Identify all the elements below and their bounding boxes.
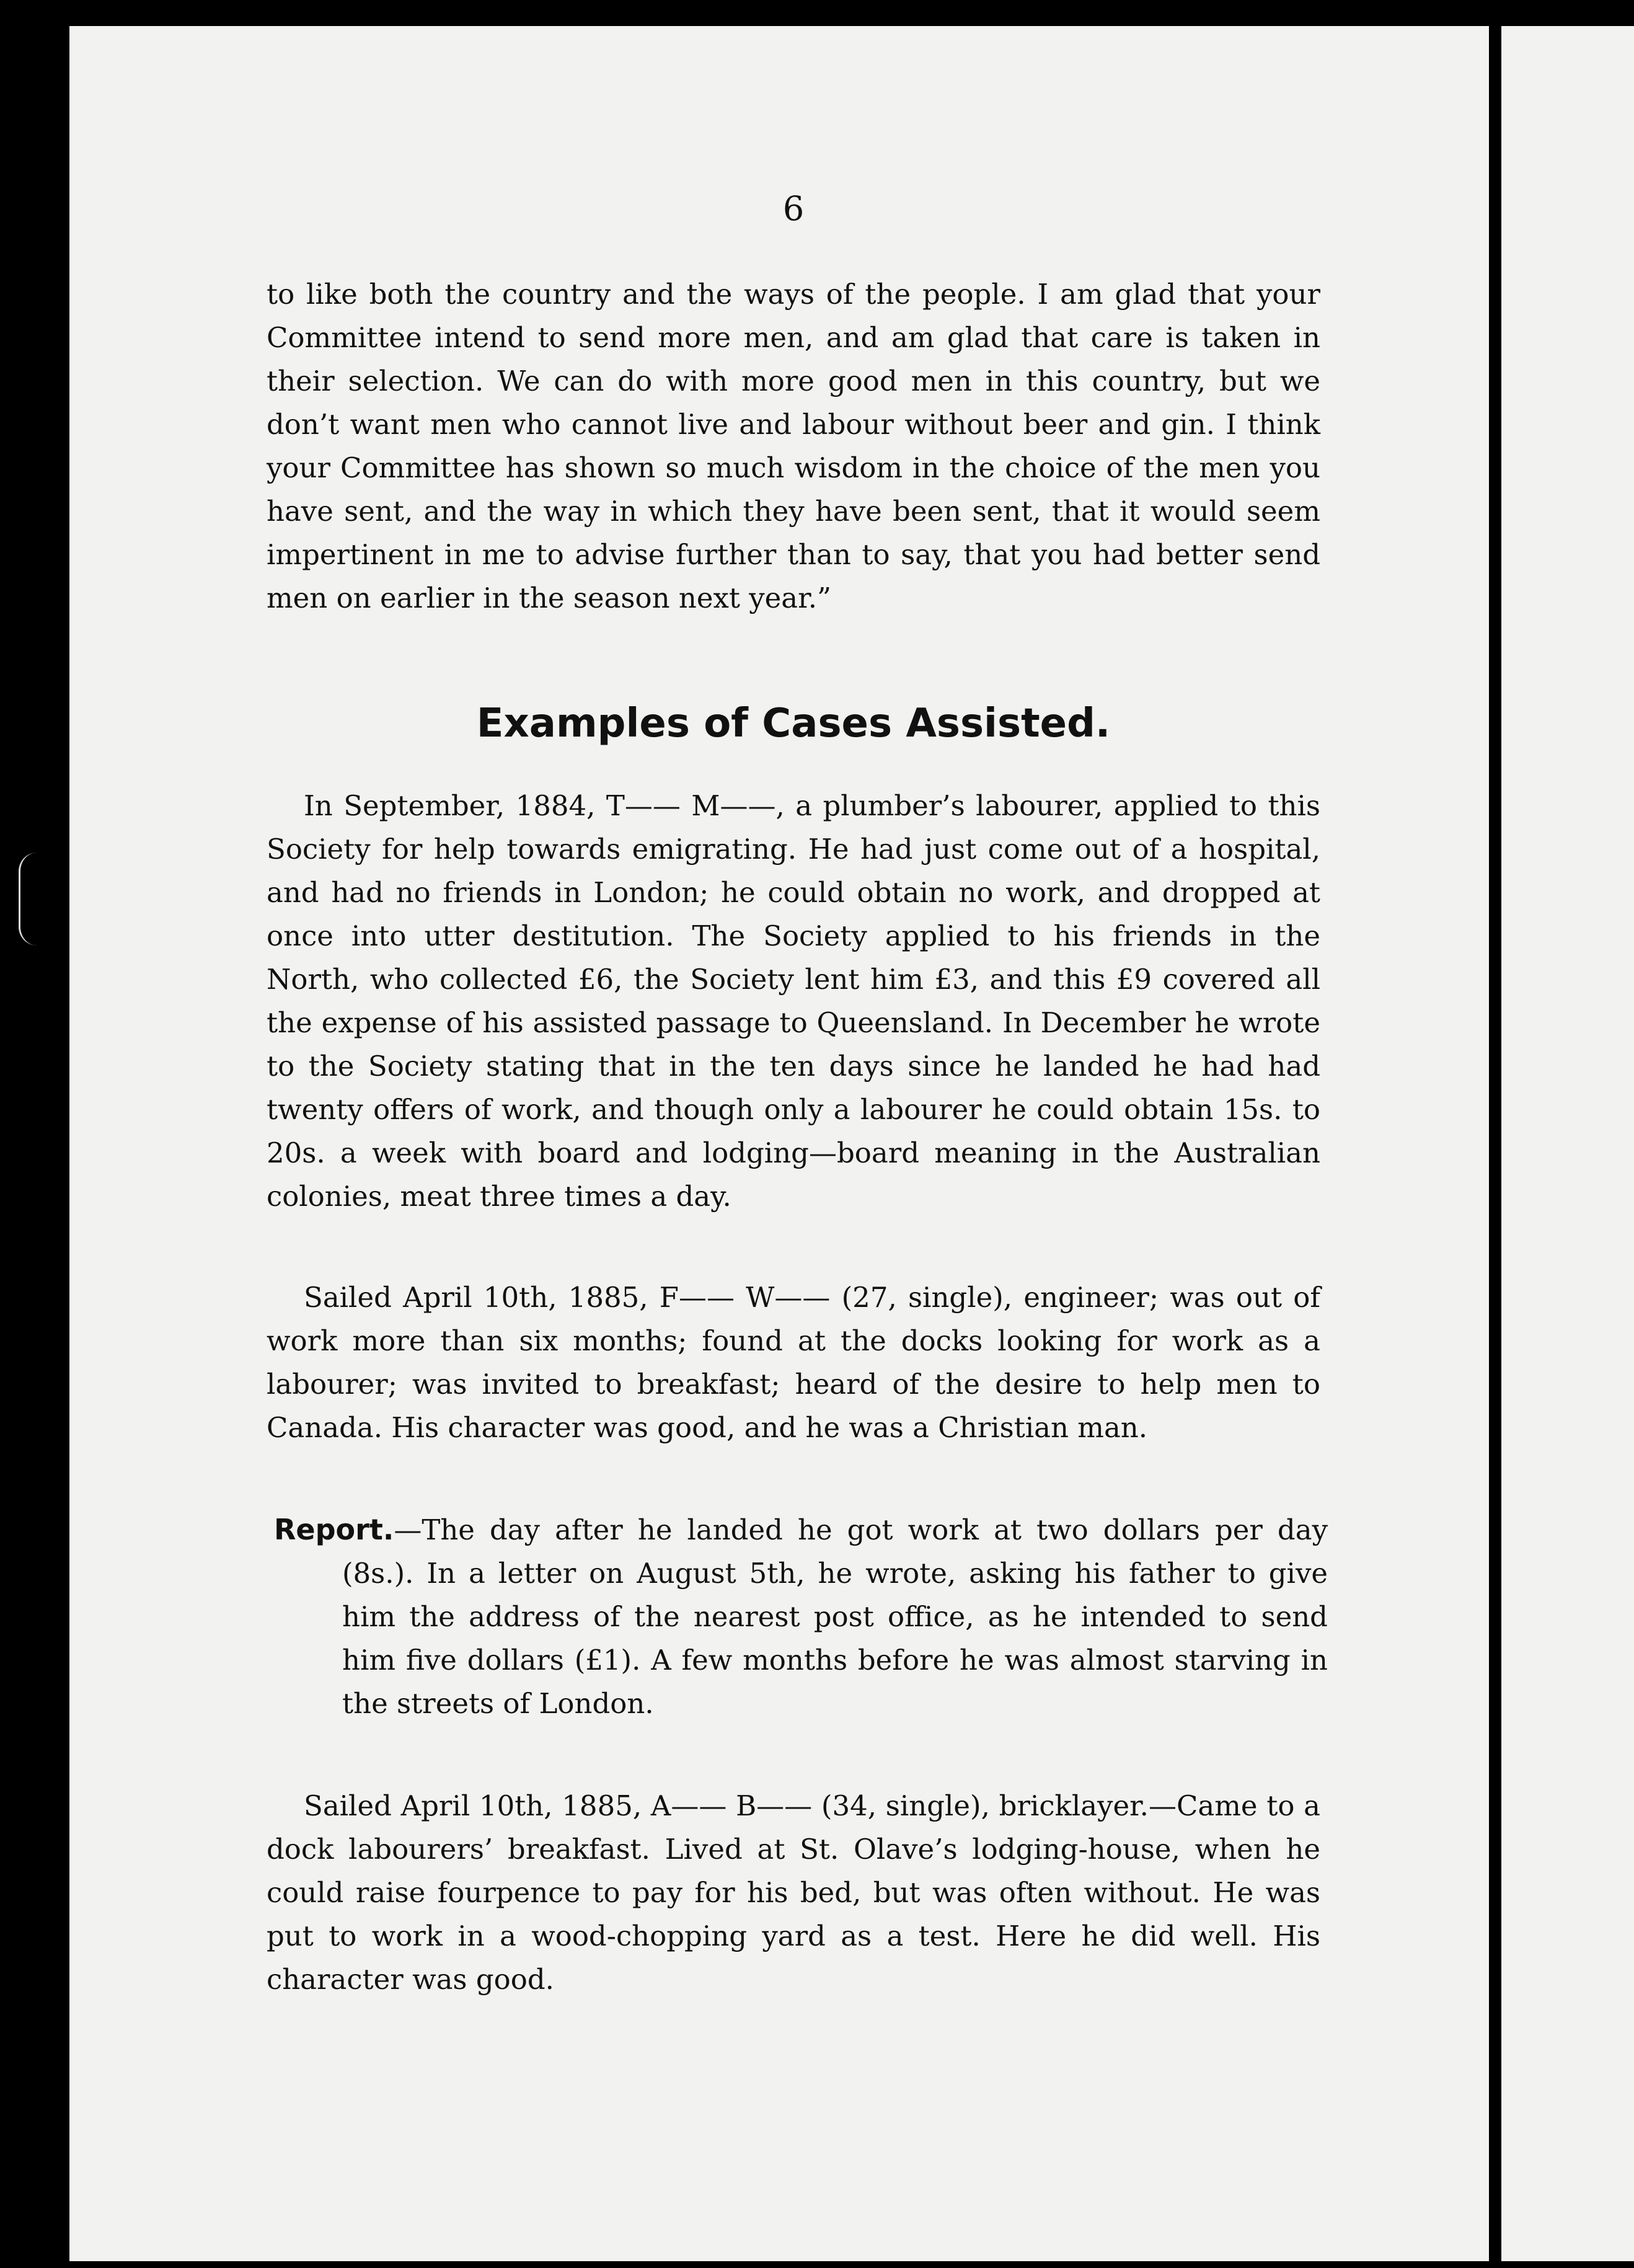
case-3-block: [267, 1784, 1320, 2001]
section-heading: Examples of Cases Assisted.: [476, 701, 1111, 746]
letter-paragraph: to like both the country and the ways of the people. I am glad that your Committee intend to send more men, and am glad that care is taken in their selection. We can do with more good men in this country, but we don’t want men who cannot live and labour without beer and gin. I think your Committee has shown so much wisdom in the choice of the men you have sent, and the way in which they have been sent, that it would seem impertinent in me to advise further than to say, that you had better send men on earlier in the season next year.”: [267, 278, 1320, 614]
case-1-block: [267, 784, 1320, 1218]
report-block: [274, 1508, 1328, 1725]
report-text: —The day after he landed he got work at two dollars per day (8s.). In a letter on August 5th, he wrote, asking his father to give him the address of the nearest post office, as he intended to send him five dollars (£1). A few months before he was almost starving in the streets of London.: [342, 1513, 1328, 1720]
margin-bracket-mark: [19, 853, 39, 946]
page-number: 6: [782, 189, 805, 228]
page-gutter: [1489, 26, 1501, 2261]
adjacent-page-edge: [1501, 26, 1634, 2261]
case-2-paragraph: Sailed April 10th, 1885, F—— W—— (27, single), engineer; was out of work more than six months; found at the docks looking for work as a labourer; was invited to breakfast; heard of the desire to help men to Canada. His character was good, and he was a Christian man.: [267, 1281, 1320, 1444]
case-2-block: [267, 1276, 1320, 1450]
case-1-paragraph: In September, 1884, T—— M——, a plumber’s labourer, applied to this Society for help towards emigrating. He had just come out of a hospital, and had no friends in London; he could obtain no work, and dropped at once into utter destitution. The Society applied to his friends in the North, who collected £6, the Society lent him £3, and this £9 covered all the expense of his assisted passage to Queensland. In December he wrote to the Society stating that in the ten days since he landed he had had twenty offers of work, and though only a labourer he could obtain 15s. to 20s. a week with board and lodging—board meaning in the Australian colonies, meat three times a day.: [267, 789, 1320, 1213]
report-label: Report.: [274, 1513, 394, 1546]
letter-continuation: [267, 273, 1320, 620]
case-3-paragraph: Sailed April 10th, 1885, A—— B—— (34, single), bricklayer.—Came to a dock labourers’ breakfast. Lived at St. Olave’s lodging-house, when he could raise fourpence to pay for his bed, but was often without. He was put to work in a wood-chopping yard as a test. Here he did well. His character was good.: [267, 1789, 1320, 1996]
